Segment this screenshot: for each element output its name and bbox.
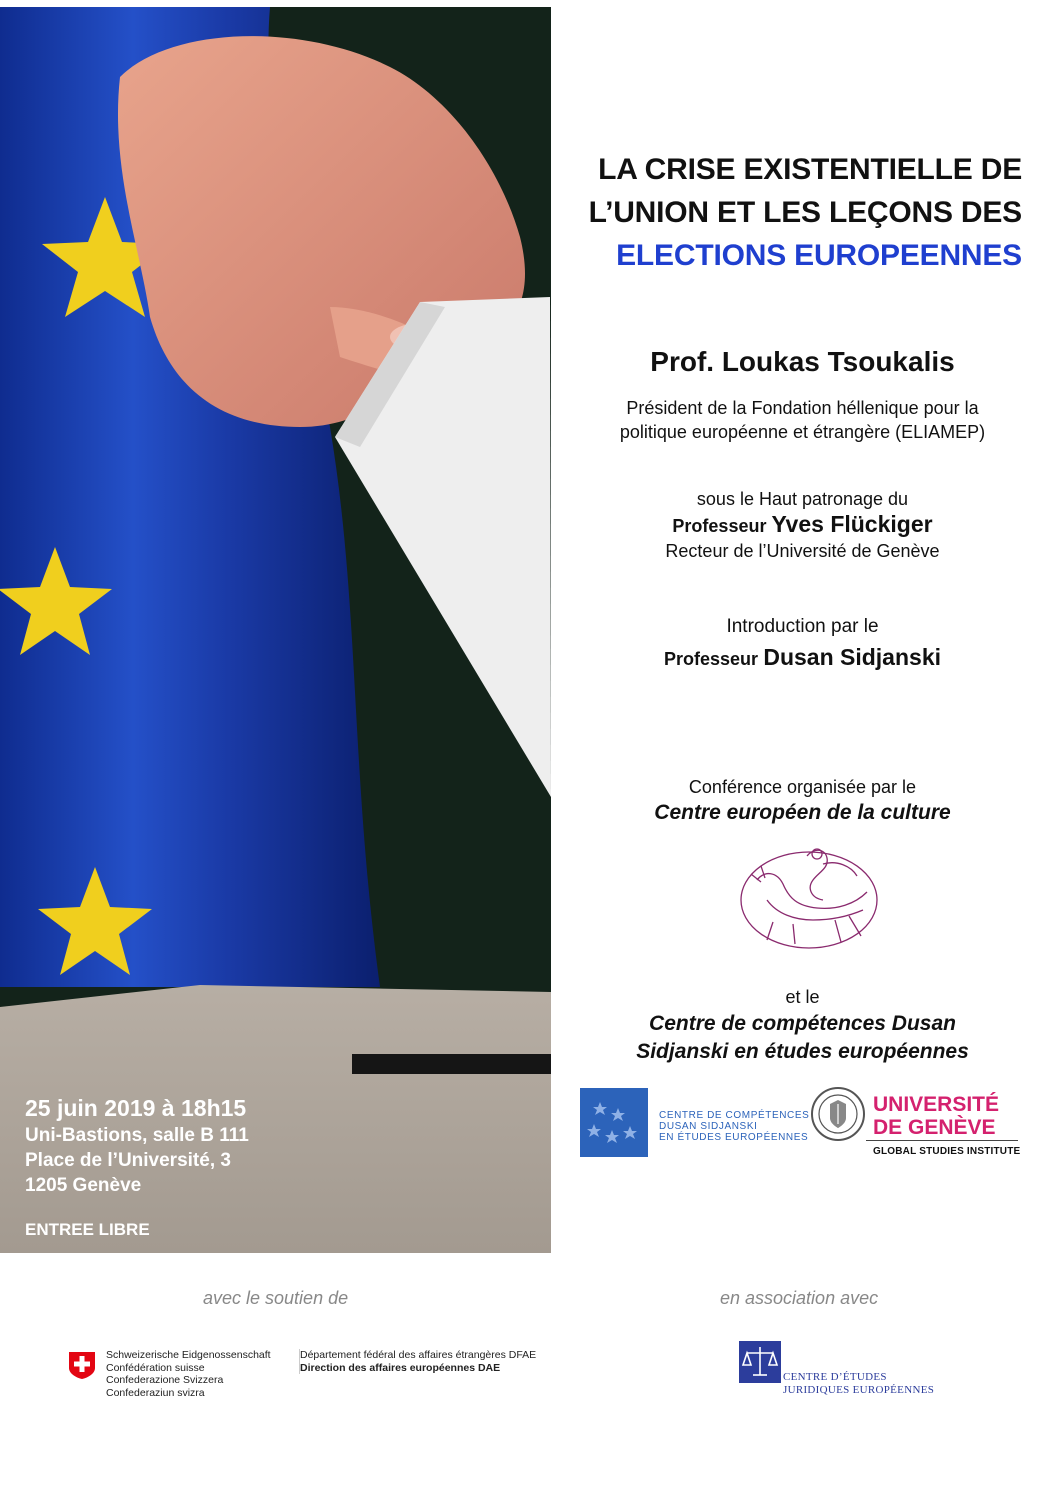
patronage-person xyxy=(560,512,1045,539)
dfae-department xyxy=(299,1349,536,1374)
ceje-text xyxy=(783,1371,934,1397)
patronage-intro: sous le Haut patronage du xyxy=(696,489,909,509)
event-date: 25 juin 2019 à 18h15 xyxy=(25,1095,247,1121)
introduction-intro: Introduction par le xyxy=(726,616,879,637)
co-organiser-intro: et le xyxy=(785,987,820,1007)
event-address: Place de l’Université, 3 xyxy=(25,1150,231,1171)
unige-seal-icon xyxy=(810,1086,866,1142)
swiss-confederation xyxy=(106,1349,271,1399)
ceje-line-2: JURIDIQUES EUROPÉENNES xyxy=(783,1384,935,1396)
hero-photo xyxy=(0,7,551,1253)
co-organiser-name-line-2: Sidjanski en études européennes xyxy=(636,1040,969,1063)
ceje-line-1: CENTRE D’ÉTUDES xyxy=(783,1371,887,1383)
confed-line-4: Confederaziun svizra xyxy=(106,1386,205,1399)
patronage-name: Yves Flückiger xyxy=(771,511,933,537)
title-line-2: L’UNION ET LES LEÇONS DES xyxy=(588,196,1022,229)
europa-bull-logo xyxy=(737,840,887,955)
ccds-stars-icon xyxy=(580,1088,648,1157)
event-details xyxy=(25,1093,249,1240)
organiser-intro: Conférence organisée par le xyxy=(688,777,917,797)
speaker-role-line-2: politique européenne et étrangère (ELIAMEP) xyxy=(619,422,986,442)
entry-free-label: ENTREE LIBRE xyxy=(25,1220,150,1239)
patronage-prefix: Professeur xyxy=(672,516,767,536)
speaker-role-line-1: Président de la Fondation héllenique pour la xyxy=(626,398,979,418)
poster-title xyxy=(589,148,1022,277)
unige-name xyxy=(873,1093,999,1139)
speaker-name: Prof. Loukas Tsoukalis xyxy=(650,346,955,377)
ccds-line-3: EN ÉTUDES EUROPÉENNES xyxy=(659,1132,809,1143)
speaker-role xyxy=(560,396,1045,444)
title-line-3: ELECTIONS EUROPEENNES xyxy=(616,239,1022,272)
confed-line-2: Confédération suisse xyxy=(106,1361,205,1374)
ccds-line-1: CENTRE DE COMPÉTENCES xyxy=(659,1110,810,1121)
confed-line-1: Schweizerische Eidgenossenschaft xyxy=(106,1349,271,1361)
support-label: avec le soutien de xyxy=(203,1288,349,1308)
ballot-photo-illustration xyxy=(0,7,551,1253)
confed-line-3: Confederazione Svizzera xyxy=(106,1374,224,1386)
unige-gsi: GLOBAL STUDIES INSTITUTE xyxy=(873,1146,1021,1157)
ccds-line-2: DUSAN SIDJANSKI xyxy=(659,1121,758,1132)
event-city: 1205 Genève xyxy=(25,1175,142,1196)
co-organiser-name-line-1: Centre de compétences Dusan xyxy=(649,1012,956,1035)
ccds-text xyxy=(659,1110,809,1143)
event-venue: Uni-Bastions, salle B 111 xyxy=(25,1125,249,1146)
unige-line-1: UNIVERSITÉ xyxy=(873,1093,1000,1116)
introduction-person xyxy=(560,642,1045,675)
organiser-block xyxy=(560,774,1045,826)
dfae-line-1: Département fédéral des affaires étrangères DFAE xyxy=(300,1349,537,1361)
patronage-role: Recteur de l’Université de Genève xyxy=(665,541,940,561)
introduction-block xyxy=(560,612,1045,675)
title-line-1: LA CRISE EXISTENTIELLE DE xyxy=(598,153,1022,186)
dfae-line-2: Direction des affaires européennes DAE xyxy=(300,1361,501,1374)
association-label: en association avec xyxy=(720,1288,879,1308)
ballot-box-slot xyxy=(352,1054,551,1074)
co-organiser-block xyxy=(560,984,1045,1066)
unige-divider xyxy=(866,1140,1018,1141)
introduction-prefix: Professeur xyxy=(664,649,759,669)
organiser-name: Centre européen de la culture xyxy=(654,801,951,824)
ceje-logo-icon xyxy=(739,1341,781,1383)
swiss-flag-icon xyxy=(67,1350,97,1380)
patronage-block xyxy=(560,487,1045,564)
introduction-name: Dusan Sidjanski xyxy=(763,644,941,670)
ccds-logo xyxy=(580,1088,648,1157)
unige-line-2: DE GENÈVE xyxy=(873,1116,996,1139)
